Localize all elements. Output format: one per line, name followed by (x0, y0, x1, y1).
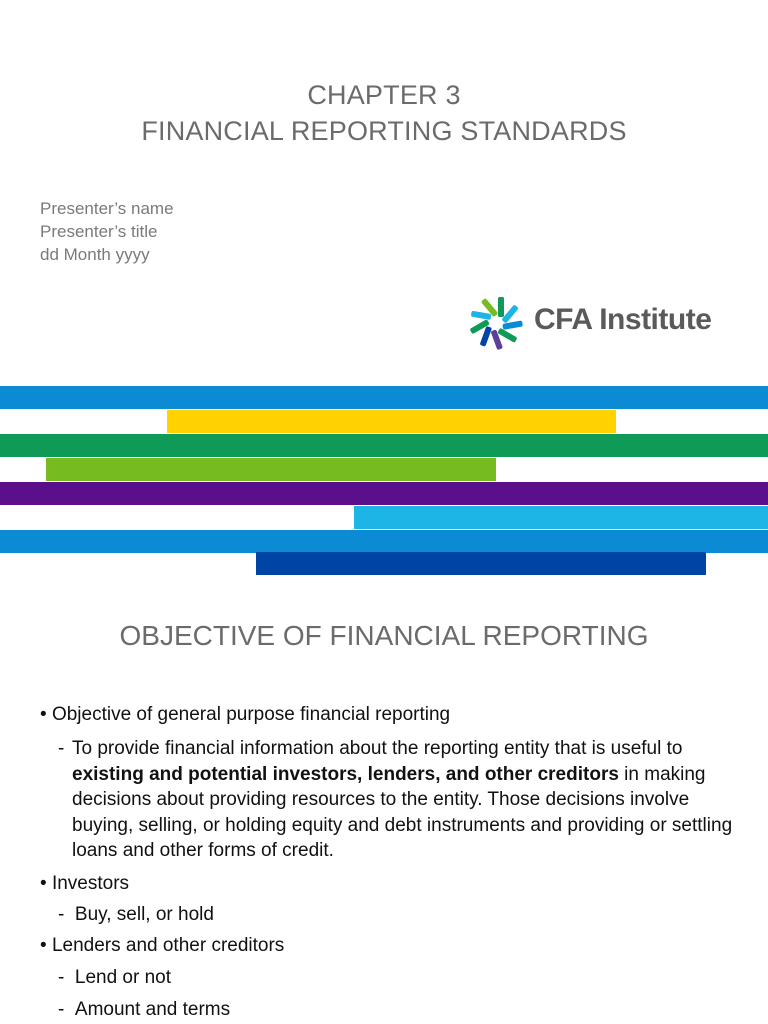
chapter-title: FINANCIAL REPORTING STANDARDS (141, 116, 627, 146)
cfa-pinwheel-icon (466, 292, 526, 354)
bullet-investors-text: Investors (51, 873, 130, 894)
sub-investors: - Buy, sell, or hold (58, 904, 214, 925)
logo-text: CFA Institute (534, 303, 712, 336)
stripe-yellow (167, 410, 616, 433)
sub-lend-text: Lend or not (74, 967, 172, 988)
sub-objective-text (72, 736, 752, 864)
sub-lend: - Lend or not (58, 967, 172, 988)
bullet-objective: • Objective of general purpose financial reporting (40, 704, 451, 725)
sub-amount-text: Amount and terms (74, 999, 231, 1020)
presenter-title: Presenter’s title (40, 222, 158, 241)
stripe-cyan (354, 506, 768, 529)
sub-dash-1: - (58, 738, 65, 759)
presenter-name: Presenter’s name (40, 199, 174, 218)
chapter-number: CHAPTER 3 (307, 80, 461, 110)
sub-objective-part2: in making decisions about providing resources to the entity. Those decisions involve buying, selling, or holding equity and debt instruments and providing or settling loans and other forms of credit. (72, 763, 733, 861)
presentation-date: dd Month yyyy (40, 245, 150, 264)
stripe-green (0, 434, 768, 457)
sub-amount: - Amount and terms (58, 999, 231, 1020)
bullet-investors: • Investors (40, 873, 130, 894)
sub-objective-bold: existing and potential investors, lenders, and other creditors (72, 763, 619, 785)
bullet-lenders-text: Lenders and other creditors (51, 935, 285, 956)
stripe-lime (46, 458, 496, 481)
cfa-institute-logo (466, 292, 736, 354)
stripe-purple (0, 482, 768, 505)
bullet-objective-text: Objective of general purpose financial reporting (51, 704, 451, 725)
section-title: OBJECTIVE OF FINANCIAL REPORTING (119, 620, 649, 651)
sub-investors-text: Buy, sell, or hold (74, 904, 214, 925)
stripe-navy (256, 552, 706, 575)
bullet-lenders: • Lenders and other creditors (40, 935, 285, 956)
stripe-blue-2 (0, 530, 768, 553)
sub-objective-part1: To provide financial information about the reporting entity that is useful to (72, 738, 683, 759)
stripe-blue (0, 386, 768, 409)
